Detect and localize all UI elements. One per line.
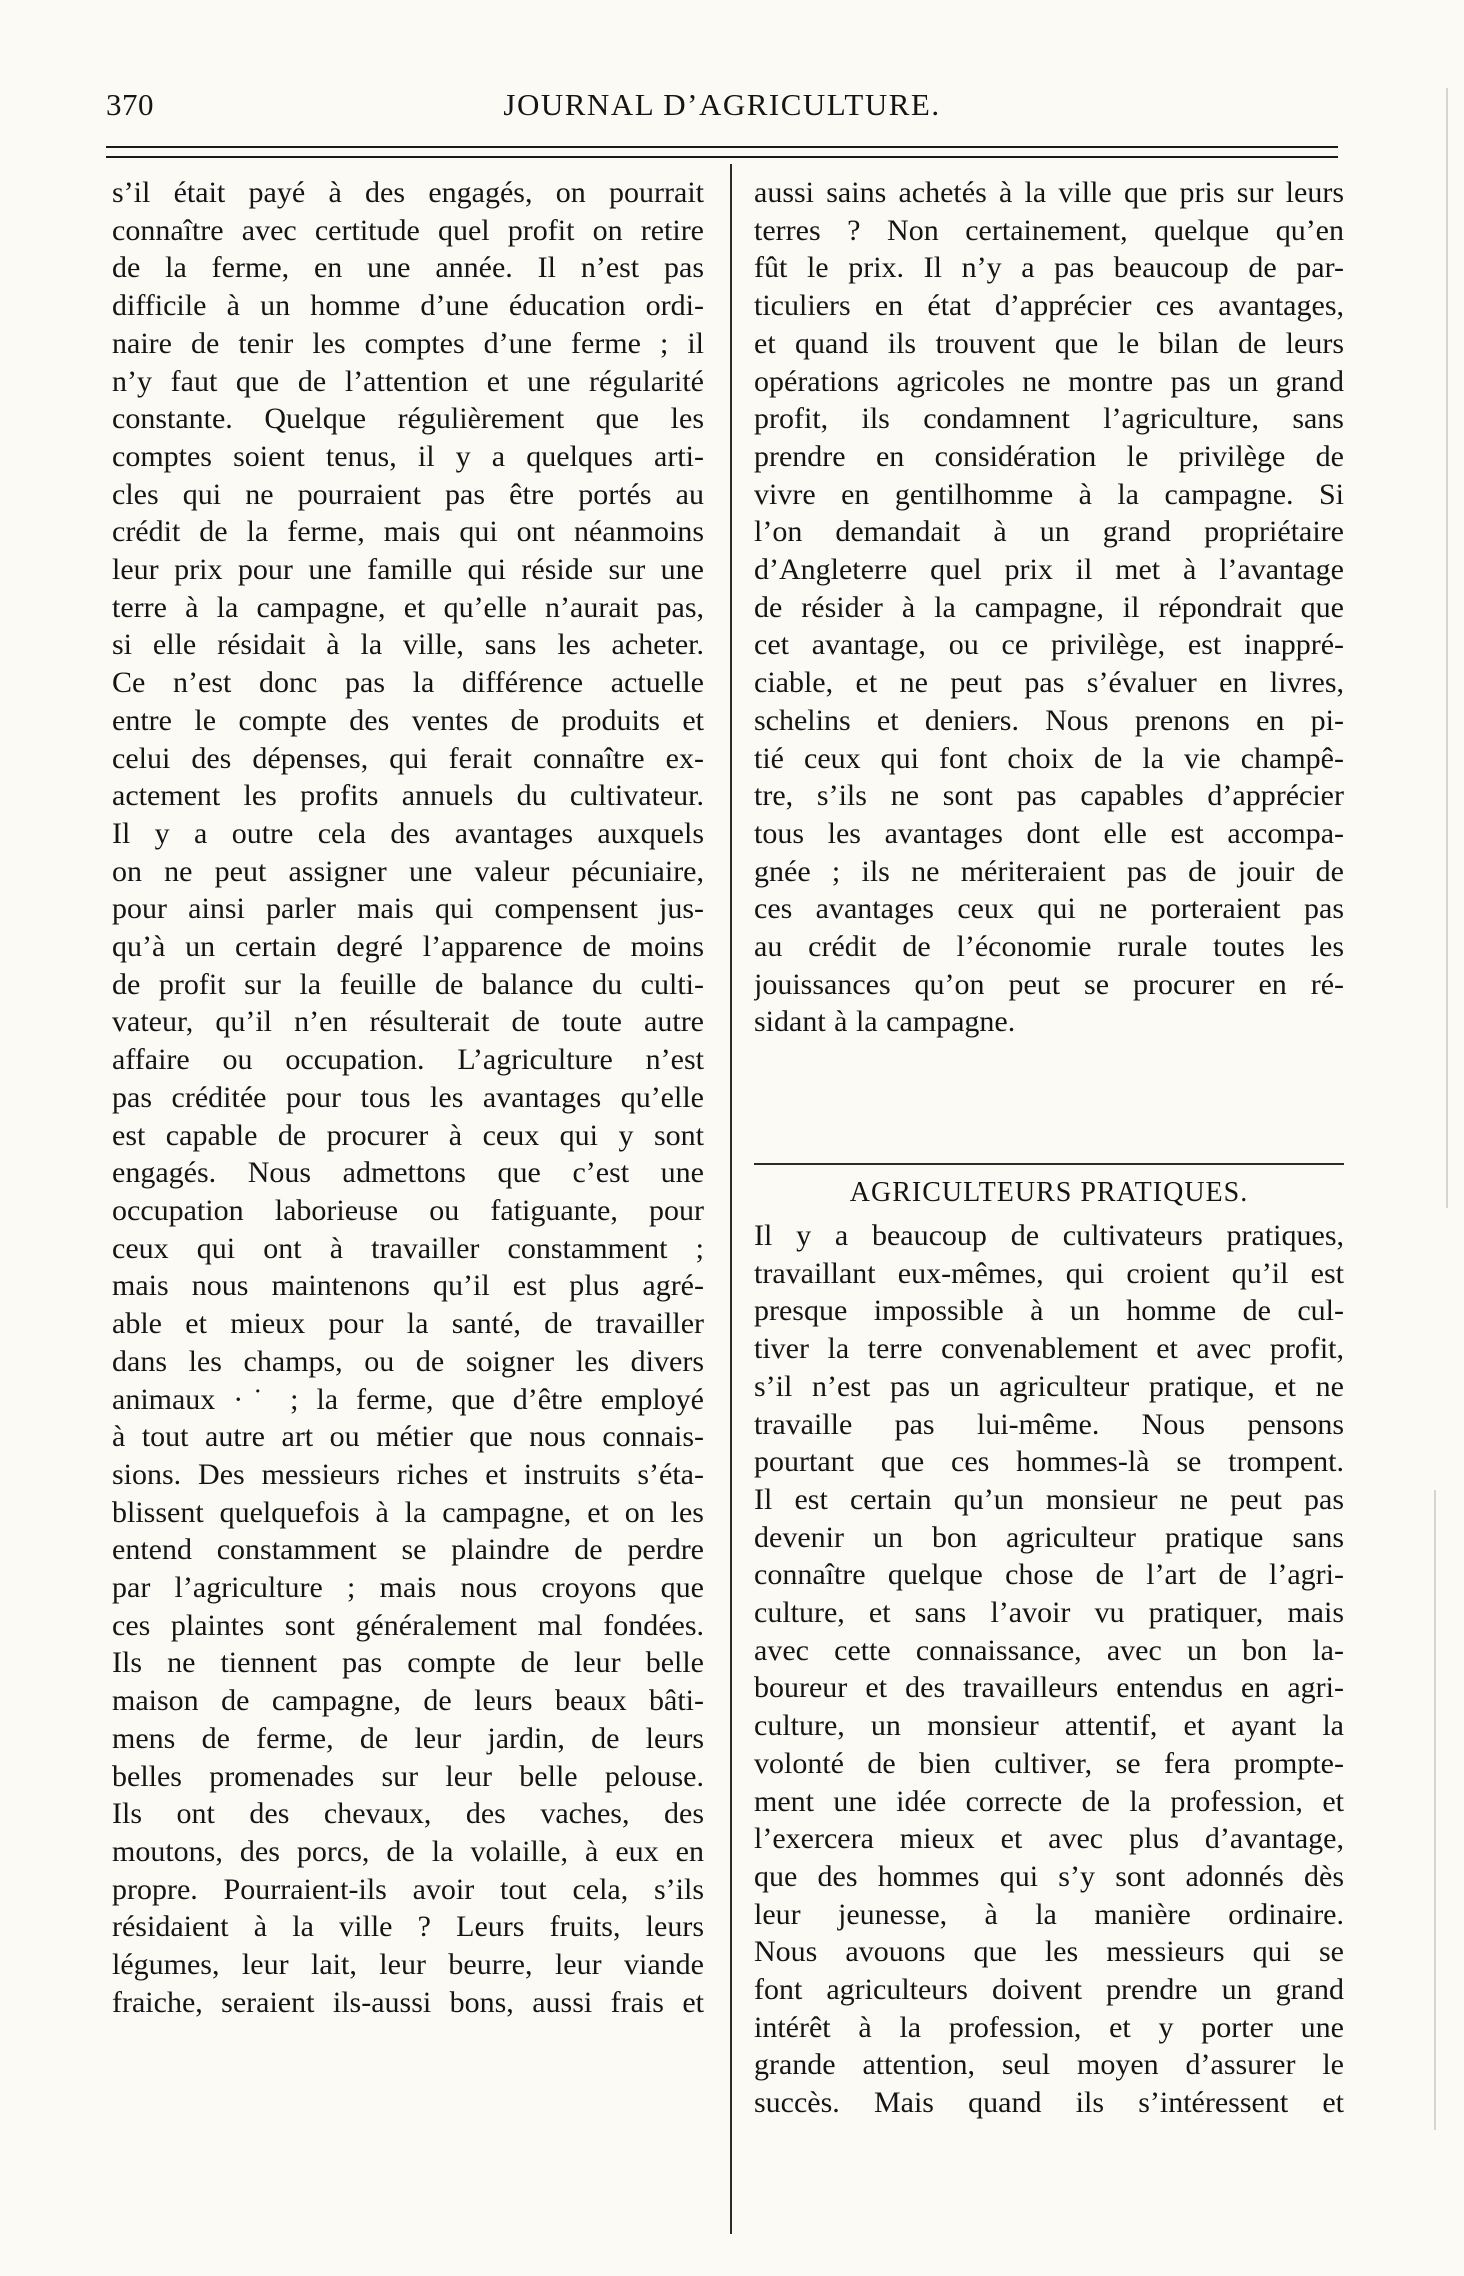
section-line: culture, un monsieur attentif, et ayant la [754,1709,1344,1743]
left-column-line: occupation laborieuse ou fatiguante, pour [112,1193,704,1227]
right-column-line: de résider à la campagne, il répondrait que [754,590,1344,624]
right-column-line: ces avantages ceux qui ne porteraient pas [754,892,1344,926]
left-column-line: actement les profits annuels du cultivateur. [112,779,704,813]
left-column-line: affaire ou occupation. L’agriculture n’est [112,1043,704,1077]
left-column-line: par l’agriculture ; mais nous croyons que [112,1571,704,1605]
page-number: 370 [106,87,154,122]
scan-edge-mark [1446,88,1448,1208]
right-column-line: d’Angleterre quel prix il met à l’avantage [754,553,1344,587]
left-column-line: cles qui ne pourraient pas être portés au [112,477,704,511]
left-column-line: celui des dépenses, qui ferait connaître ex- [112,741,704,775]
section-line: travaillant eux-mêmes, qui croient qu’il est [754,1256,1344,1290]
left-column-line: terre à la campagne, et qu’elle n’aurait pas, [112,590,704,624]
right-column-line: schelins et deniers. Nous prenons en pi- [754,703,1344,737]
section-line: connaître quelque chose de l’art de l’agri- [754,1558,1344,1592]
left-column-line: maison de campagne, de leurs beaux bâti- [112,1684,704,1718]
right-column-line: profit, ils condamnent l’agriculture, sans [754,402,1344,436]
left-column-line: mais nous maintenons qu’il est plus agré- [112,1269,704,1303]
section-line: devenir un bon agriculteur pratique sans [754,1520,1344,1554]
left-column-line: constante. Quelque régulièrement que les [112,402,704,436]
left-column-line: entre le compte des ventes de produits et [112,703,704,737]
left-column-line: able et mieux pour la santé, de travailler [112,1307,704,1341]
running-title: JOURNAL D’AGRICULTURE. [503,87,941,122]
section-body-text [754,1217,1344,2122]
left-column-line: pour ainsi parler mais qui compensent jus- [112,892,704,926]
right-column-line: tié ceux qui font choix de la vie champê- [754,741,1344,775]
left-column-line: naire de tenir les comptes d’une ferme ; il [112,326,704,360]
section-line: s’il n’est pas un agriculteur pratique, et ne [754,1369,1344,1403]
right-column-line: prendre en considération le privilège de [754,439,1344,473]
section-line: presque impossible à un homme de cul- [754,1294,1344,1328]
left-column-line: sions. Des messieurs riches et instruits s’éta- [112,1457,704,1491]
right-column-line: tre, s’ils ne sont pas capables d’apprécier [754,779,1344,813]
section-title: AGRICULTEURS PRATIQUES. [849,1177,1249,1208]
section-line: tiver la terre convenablement et avec profit, [754,1332,1344,1366]
section-line: Il est certain qu’un monsieur ne peut pas [754,1482,1344,1516]
left-column-line: crédit de la ferme, mais qui ont néanmoins [112,515,704,549]
section-line: leur jeunesse, à la manière ordinaire. [754,1897,1344,1931]
left-column-line: à tout autre art ou métier que nous connais- [112,1420,704,1454]
left-column-line: est capable de procurer à ceux qui y sont [112,1118,704,1152]
right-column-line: gnée ; ils ne mériteraient pas de jouir de [754,854,1344,888]
section-line: boureur et des travailleurs entendus en agri- [754,1671,1344,1705]
section-line: intérêt à la profession, et y porter une [754,2010,1344,2044]
left-column-line: Ils ont des chevaux, des vaches, des [112,1797,704,1831]
left-column-line: Ce n’est donc pas la différence actuelle [112,666,704,700]
scan-edge-mark [1434,1490,1436,2130]
left-column-text [112,174,704,2021]
left-column-line: blissent quelquefois à la campagne, et on les [112,1495,704,1529]
left-column-line: Ils ne tiennent pas compte de leur belle [112,1646,704,1680]
right-column-line: ciable, et ne peut pas s’évaluer en livres, [754,666,1344,700]
left-column-line: on ne peut assigner une valeur pécuniaire, [112,854,704,888]
left-column-line: fraiche, seraient ils-aussi bons, aussi frais et [112,1985,704,2019]
left-column-line: légumes, leur lait, leur beurre, leur viande [112,1948,704,1982]
left-column-line: Il y a outre cela des avantages auxquels [112,816,704,850]
section-line: ment une idée correcte de la profession, et [754,1784,1344,1818]
left-column-line: animaux ·˙ ; la ferme, que d’être employé [112,1382,704,1416]
left-column-line: ces plaintes sont généralement mal fondées. [112,1608,704,1642]
left-column-line: moutons, des porcs, de la volaille, à eux en [112,1834,704,1868]
left-column-line: difficile à un homme d’une éducation ordi- [112,289,704,323]
left-column-line: qu’à un certain degré l’apparence de moins [112,930,704,964]
section-line: grande attention, seul moyen d’assurer le [754,2048,1344,2082]
right-column-line: l’on demandait à un grand propriétaire [754,515,1344,549]
left-column-line: si elle résidait à la ville, sans les acheter. [112,628,704,662]
right-column-line: jouissances qu’on peut se procurer en ré- [754,967,1344,1001]
right-column-line: cet avantage, ou ce privilège, est inappré- [754,628,1344,662]
right-column-line: terres ? Non certainement, quelque qu’en [754,213,1344,247]
section-line: avec cette connaissance, avec un bon la- [754,1633,1344,1667]
left-column-line: pas créditée pour tous les avantages qu’elle [112,1080,704,1114]
right-column-line: opérations agricoles ne montre pas un grand [754,364,1344,398]
right-column-line: fût le prix. Il n’y a pas beaucoup de par- [754,251,1344,285]
left-column-line: dans les champs, ou de soigner les divers [112,1344,704,1378]
left-column-line: de la ferme, en une année. Il n’est pas [112,251,704,285]
right-column-line: au crédit de l’économie rurale toutes les [754,930,1344,964]
section-line: Nous avouons que les messieurs qui se [754,1935,1344,1969]
left-column-line: n’y faut que de l’attention et une régularité [112,364,704,398]
section-line: que des hommes qui s’y sont adonnés dès [754,1859,1344,1893]
section-line: l’exercera mieux et avec plus d’avantage, [754,1822,1344,1856]
left-column-line: ceux qui ont à travailler constamment ; [112,1231,704,1265]
left-column-line: vateur, qu’il n’en résulterait de toute autre [112,1005,704,1039]
page-header [106,87,1338,129]
column-divider [730,164,732,2234]
left-column-line: mens de ferme, de leur jardin, de leurs [112,1721,704,1755]
header-rule-upper [106,146,1338,148]
left-column-line: connaître avec certitude quel profit on retire [112,213,704,247]
left-column-line: comptes soient tenus, il y a quelques arti- [112,439,704,473]
right-column-line: et quand ils trouvent que le bilan de leurs [754,326,1344,360]
section-line: succès. Mais quand ils s’intéressent et [754,2086,1344,2120]
left-column-line: de profit sur la feuille de balance du culti- [112,967,704,1001]
right-column-line: ticuliers en état d’apprécier ces avantages, [754,289,1344,323]
left-column-line: engagés. Nous admettons que c’est une [112,1156,704,1190]
left-column-line: leur prix pour une famille qui réside sur une [112,553,704,587]
section-line: pourtant que ces hommes-là se trompent. [754,1445,1344,1479]
left-column-line: belles promenades sur leur belle pelouse. [112,1759,704,1793]
right-column-line: vivre en gentilhomme à la campagne. Si [754,477,1344,511]
right-column-line: tous les avantages dont elle est accompa- [754,816,1344,850]
right-column-line: sidant à la campagne. [754,1005,1016,1039]
section-line: Il y a beaucoup de cultivateurs pratiques, [754,1219,1344,1252]
right-column-text [754,174,1344,1041]
section-divider-rule [754,1163,1344,1165]
section-line: culture, et sans l’avoir vu pratiquer, mais [754,1596,1344,1630]
right-column-line: aussi sains achetés à la ville que pris sur leurs [754,176,1344,209]
section-line: volonté de bien cultiver, se fera prompte- [754,1746,1344,1780]
section-line: font agriculteurs doivent prendre un grand [754,1973,1344,2007]
left-column-line: propre. Pourraient-ils avoir tout cela, s’ils [112,1872,704,1906]
section-line: travaille pas lui-même. Nous pensons [754,1407,1344,1441]
header-rule-lower [106,156,1338,158]
left-column-line: entend constamment se plaindre de perdre [112,1533,704,1567]
left-column-line: s’il était payé à des engagés, on pourrait [112,176,704,209]
left-column-line: résidaient à la ville ? Leurs fruits, leurs [112,1910,704,1944]
